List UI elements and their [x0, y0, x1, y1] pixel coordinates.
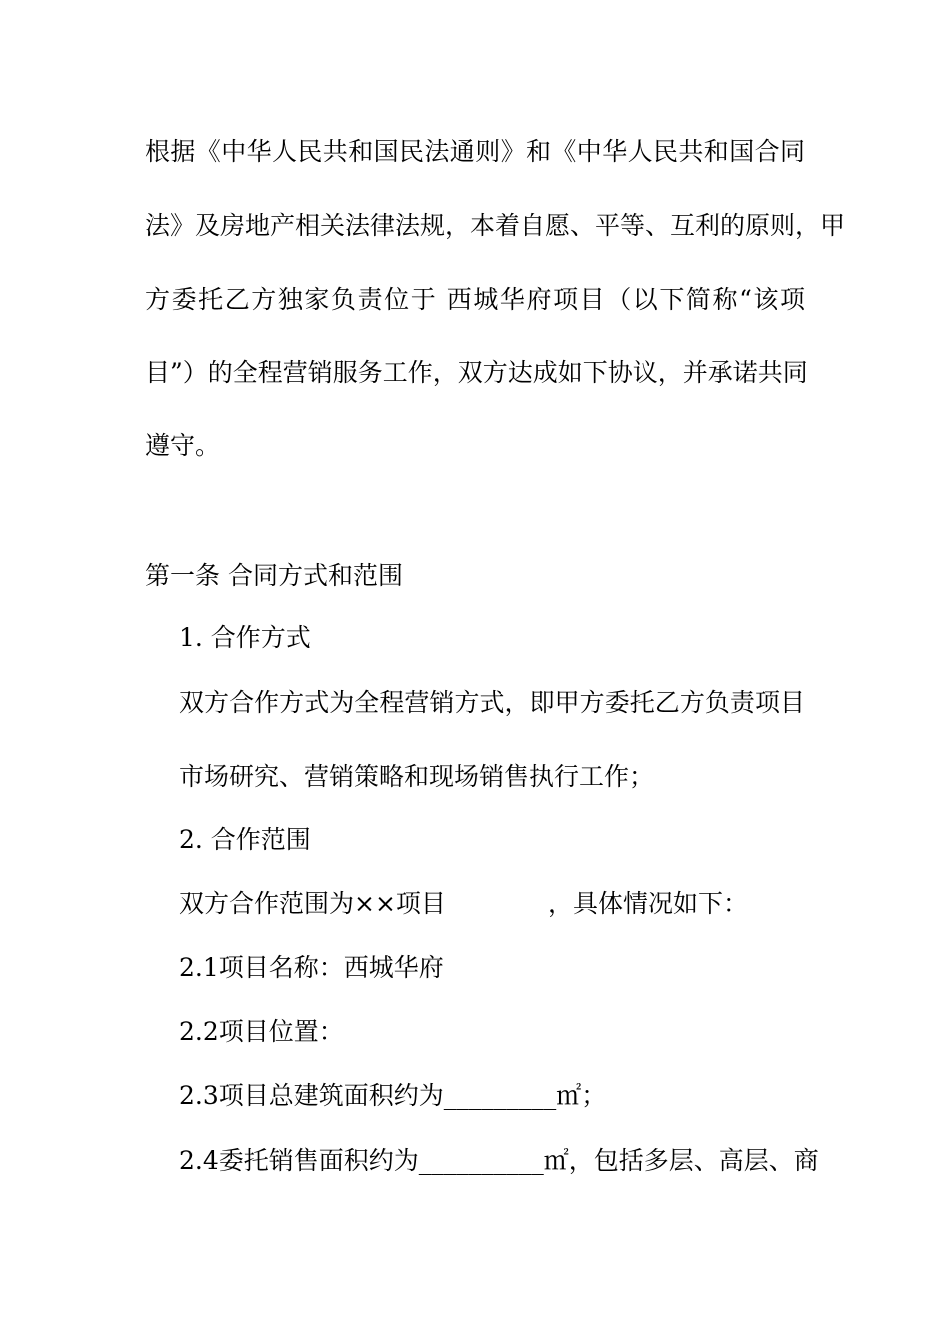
intro-line-2: 法》及房地产相关法律法规，本着自愿、平等、互利的原则，甲 [145, 211, 846, 240]
item-2-scope-part-a: 双方合作范围为××项目 [179, 889, 446, 918]
article-1-title: 第一条 合同方式和范围 [145, 561, 403, 590]
item-1-line-1: 双方合作方式为全程营销方式，即甲方委托乙方负责项目 [179, 688, 805, 717]
intro-line-5: 遵守。 [145, 431, 221, 460]
sub-item-2-4: 2.4委托销售面积约为__________㎡，包括多层、高层、商 [179, 1146, 819, 1175]
intro-line-3: 方委托乙方独家负责位于 西城华府项目（以下简称“该项 [145, 285, 805, 314]
sub-item-2-1: 2.1项目名称：西城华府 [179, 953, 444, 982]
intro-line-1: 根据《中华人民共和国民法通则》和《中华人民共和国合同 [145, 137, 805, 166]
intro-line-4: 目”）的全程营销服务工作，双方达成如下协议，并承诺共同 [145, 358, 808, 387]
item-2-scope-part-b: ，具体情况如下： [548, 889, 749, 918]
item-2-heading: 2. 合作范围 [179, 825, 311, 854]
item-1-line-2: 市场研究、营销策略和现场销售执行工作； [179, 762, 655, 791]
sub-item-2-2: 2.2项目位置： [179, 1017, 344, 1046]
item-1-heading: 1. 合作方式 [179, 623, 311, 652]
sub-item-2-3: 2.3项目总建筑面积约为_________㎡； [179, 1081, 607, 1110]
